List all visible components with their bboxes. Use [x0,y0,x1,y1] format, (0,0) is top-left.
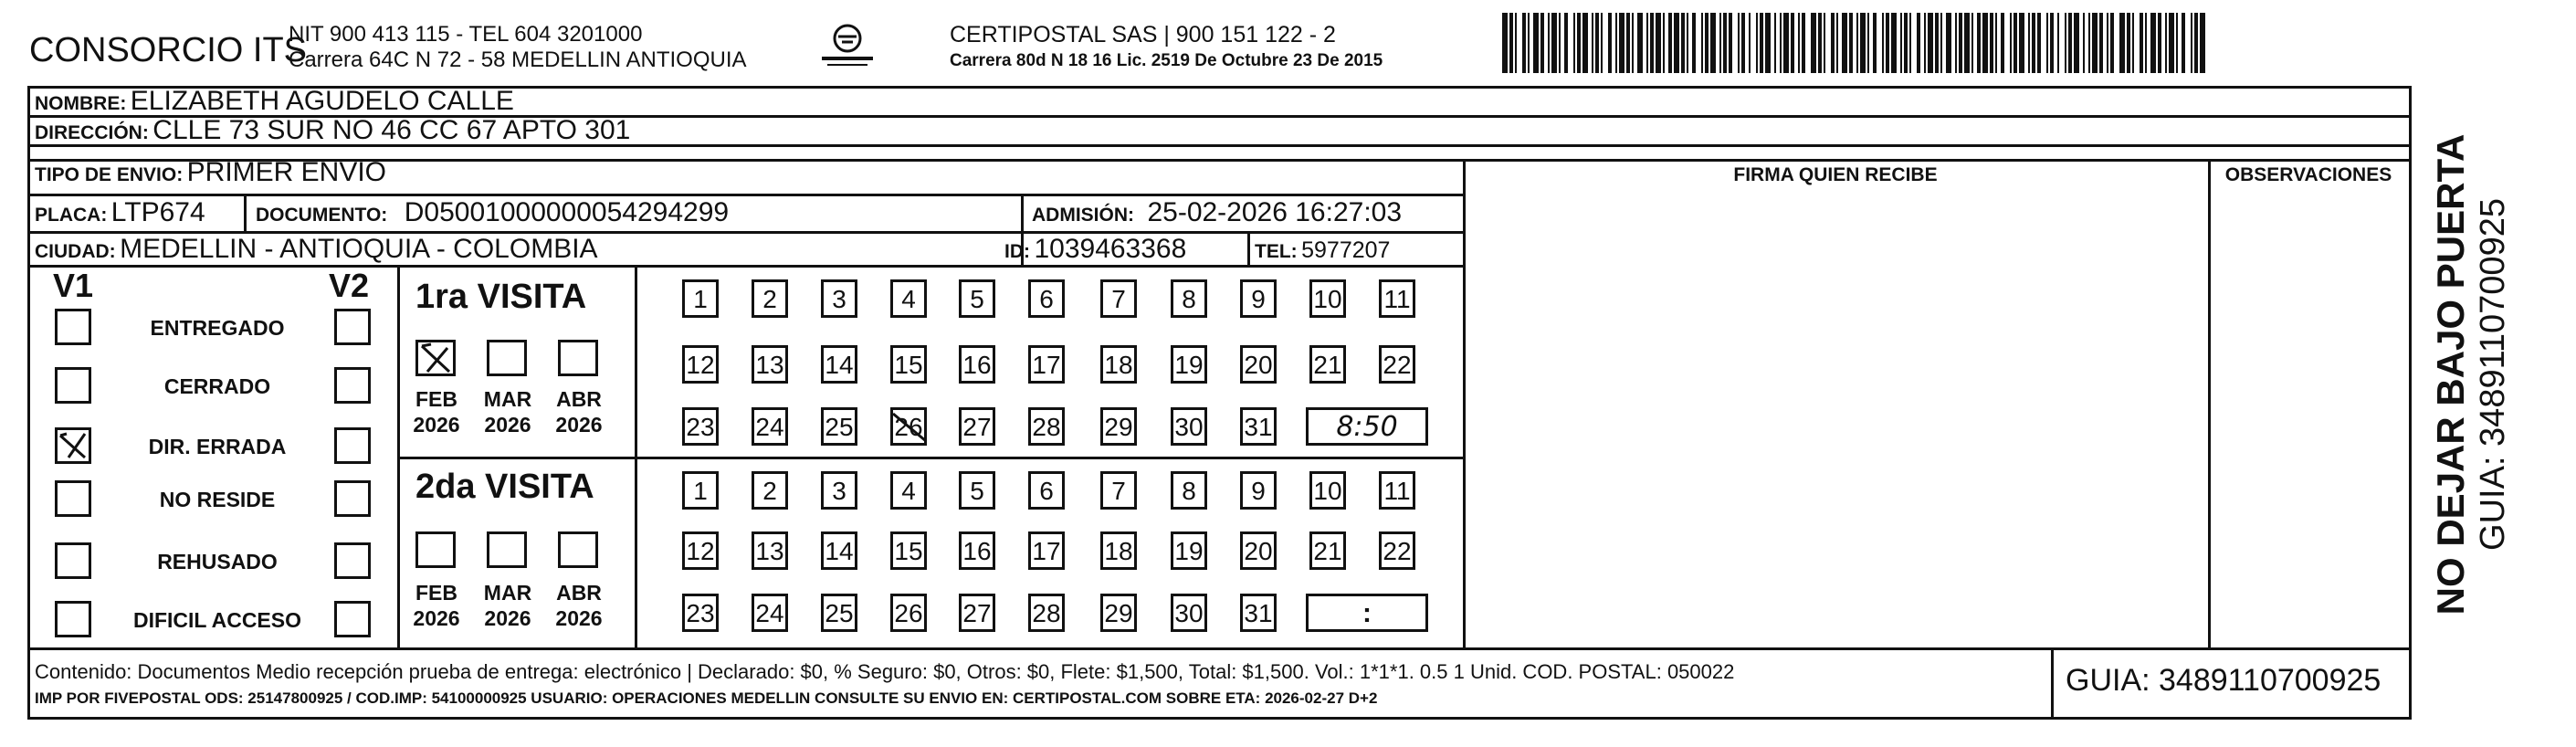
visit2-day-3[interactable]: 3 [821,471,857,510]
visit2-time-box[interactable]: : [1306,594,1428,632]
visit2-month-label: ABR [556,581,602,605]
visit2-day-29[interactable]: 29 [1100,594,1137,632]
visit2-day-16[interactable]: 16 [959,531,995,570]
documento-label: DOCUMENTO: [256,205,388,226]
placa-label: PLACA: [35,205,108,226]
placa-row [35,197,205,228]
visit1-day-15[interactable]: 15 [890,345,927,384]
visit2-month-checkbox-2[interactable] [558,531,598,568]
visit2-day-22[interactable]: 22 [1379,531,1415,570]
visit2-month-year: 2026 [413,606,460,630]
visit2-day-18[interactable]: 18 [1100,531,1137,570]
v1-checkbox-4[interactable] [55,542,91,579]
visit2-title: 2da VISITA [415,468,594,506]
visit1-day-26[interactable]: 26 [890,407,927,446]
visit1-day-9[interactable]: 9 [1240,279,1277,318]
visit1-day-27[interactable]: 27 [959,407,995,446]
visit2-day-23[interactable]: 23 [682,594,719,632]
visit1-day-22[interactable]: 22 [1379,345,1415,384]
visit2-month-label: MAR [483,581,532,605]
tel-label: TEL: [1255,241,1298,262]
visit1-day-29[interactable]: 29 [1100,407,1137,446]
visit1-day-31[interactable]: 31 [1240,407,1277,446]
visit1-month-label: MAR [483,387,532,411]
v2-checkbox-0[interactable] [334,309,371,345]
visit1-day-2[interactable]: 2 [752,279,788,318]
status-label: CERRADO [163,374,271,398]
visit1-day-11[interactable]: 11 [1379,279,1415,318]
visit1-month-year: 2026 [555,413,603,437]
visit2-day-4[interactable]: 4 [890,471,927,510]
nombre-label: NOMBRE: [35,93,127,114]
admision-label: ADMISIÓN: [1032,205,1134,226]
visit1-day-18[interactable]: 18 [1100,345,1137,384]
visit2-day-30[interactable]: 30 [1171,594,1207,632]
ciudad-row [35,234,598,265]
visit1-title: 1ra VISITA [415,278,587,316]
tel-row [1255,237,1390,264]
certipostal-line: CERTIPOSTAL SAS | 900 151 122 - 2 [950,22,1336,47]
tipo-value: PRIMER ENVIO [186,157,387,187]
direccion-label: DIRECCIÓN: [35,122,149,143]
documento-row [256,197,729,228]
footer-contenido: Contenido: Documentos Medio recepción prueba de entrega: electrónico | Declarado: $0, % Seguro: $0, Otros: $0, Flete: $1,500, Total: $1,500. Vol.: 1*1*1. 0.5 1 Unid. COD. POSTAL: 050022 [35,660,1735,683]
visit2-day-27[interactable]: 27 [959,594,995,632]
visit1-day-14[interactable]: 14 [821,345,857,384]
visit1-day-3[interactable]: 3 [821,279,857,318]
side-guia: GUIA: 3489110700925 [2474,198,2512,551]
address-line: Carrera 64C N 72 - 58 MEDELLIN ANTIOQUIA [289,47,747,72]
visit2-day-25[interactable]: 25 [821,594,857,632]
visit1-month-label: FEB [415,387,457,411]
id-label: ID: [1004,241,1030,262]
tel-value: 5977207 [1301,237,1391,263]
direccion-value: CLLE 73 SUR NO 46 CC 67 APTO 301 [152,115,631,145]
visit1-month-year: 2026 [484,413,531,437]
visit1-month-year: 2026 [413,413,460,437]
visit1-day-25[interactable]: 25 [821,407,857,446]
status-label: DIFICIL ACCESO [132,608,301,632]
visit1-day-19[interactable]: 19 [1171,345,1207,384]
visit2-day-1[interactable]: 1 [682,471,719,510]
v2-checkbox-3[interactable] [334,480,371,517]
certipostal-address: Carrera 80d N 18 16 Lic. 2519 De Octubre 23 De 2015 [950,51,1383,70]
visit2-day-7[interactable]: 7 [1100,471,1137,510]
visit2-day-26[interactable]: 26 [890,594,927,632]
firma-label: FIRMA QUIEN RECIBE [1733,164,1938,185]
day-mark-icon [891,408,928,445]
visit2-day-10[interactable]: 10 [1309,471,1346,510]
visit1-day-7[interactable]: 7 [1100,279,1137,318]
status-label: REHUSADO [157,550,278,573]
v2-checkbox-2[interactable] [334,427,371,464]
tipo-row [35,157,386,188]
visit2-day-19[interactable]: 19 [1171,531,1207,570]
visit2-day-2[interactable]: 2 [752,471,788,510]
visit2-day-20[interactable]: 20 [1240,531,1277,570]
nombre-row [35,86,514,117]
documento-value: D05001000000054294299 [404,197,730,227]
v2-checkbox-4[interactable] [334,542,371,579]
visit1-day-24[interactable]: 24 [752,407,788,446]
visit2-day-15[interactable]: 15 [890,531,927,570]
nit-line: NIT 900 413 115 - TEL 604 3201000 [289,22,643,47]
visit1-day-6[interactable]: 6 [1028,279,1065,318]
visit1-day-8[interactable]: 8 [1171,279,1207,318]
visit1-month-checkbox-2[interactable] [558,340,598,376]
footer-impresion: IMP POR FIVEPOSTAL ODS: 25147800925 / COD.IMP: 54100000925 USUARIO: OPERACIONES MEDELLIN CONSULTE SU ENVIO EN: CERTIPOSTAL.COM SOBRE ETA: 2026-02-27 D+2 [35,689,1378,707]
visit1-day-12[interactable]: 12 [682,345,719,384]
visit2-day-13[interactable]: 13 [752,531,788,570]
visit2-day-17[interactable]: 17 [1028,531,1065,570]
id-row [1004,234,1186,265]
visit1-day-23[interactable]: 23 [682,407,719,446]
v1-label: V1 [53,267,94,304]
v1-checkbox-1[interactable] [55,367,91,404]
v2-checkbox-5[interactable] [334,601,371,637]
checkmark-icon [418,342,453,374]
visit1-day-30[interactable]: 30 [1171,407,1207,446]
visit2-day-21[interactable]: 21 [1309,531,1346,570]
certipostal-logo-icon [818,20,877,71]
visit2-day-8[interactable]: 8 [1171,471,1207,510]
visit1-month-checkbox-1[interactable] [487,340,527,376]
placa-value: LTP674 [110,197,205,227]
admision-row [1032,197,1402,228]
visit2-month-year: 2026 [484,606,531,630]
company-name: CONSORCIO ITS [29,31,308,69]
v2-checkbox-1[interactable] [334,367,371,404]
status-label: DIR. ERRADA [148,435,287,458]
visit1-time-box[interactable]: 8:50 [1306,407,1428,446]
side-no-dejar: NO DEJAR BAJO PUERTA [2429,133,2472,615]
visit2-month-checkbox-0[interactable] [415,531,456,568]
visit1-day-21[interactable]: 21 [1309,345,1346,384]
nombre-value: ELIZABETH AGUDELO CALLE [130,86,514,116]
v1-checkbox-5[interactable] [55,601,91,637]
visit2-day-12[interactable]: 12 [682,531,719,570]
v1-checkbox-2[interactable] [55,427,91,464]
barcode [1502,13,2205,73]
visit1-month-checkbox-0[interactable] [415,340,456,376]
v1-checkbox-0[interactable] [55,309,91,345]
visit2-day-11[interactable]: 11 [1379,471,1415,510]
visit2-day-5[interactable]: 5 [959,471,995,510]
visit1-day-5[interactable]: 5 [959,279,995,318]
tipo-label: TIPO DE ENVIO: [35,164,184,185]
visit1-day-28[interactable]: 28 [1028,407,1065,446]
footer-guia: GUIA: 3489110700925 [2066,663,2381,698]
visit2-day-14[interactable]: 14 [821,531,857,570]
observaciones-label: OBSERVACIONES [2224,164,2392,185]
checkmark-icon [58,430,89,461]
visit1-day-16[interactable]: 16 [959,345,995,384]
visit1-day-10[interactable]: 10 [1309,279,1346,318]
visit1-day-17[interactable]: 17 [1028,345,1065,384]
direccion-row [35,115,630,146]
visit2-month-year: 2026 [555,606,603,630]
ciudad-label: CIUDAD: [35,241,116,262]
ciudad-value: MEDELLIN - ANTIOQUIA - COLOMBIA [120,234,598,264]
visit2-day-28[interactable]: 28 [1028,594,1065,632]
visit1-day-13[interactable]: 13 [752,345,788,384]
visit1-day-1[interactable]: 1 [682,279,719,318]
status-label: ENTREGADO [150,316,285,340]
status-label: NO RESIDE [159,488,276,511]
visit2-month-label: FEB [415,581,457,605]
admision-value: 25-02-2026 16:27:03 [1147,197,1403,227]
v2-label: V2 [329,267,370,304]
id-value: 1039463368 [1034,234,1187,264]
visit1-day-20[interactable]: 20 [1240,345,1277,384]
visit1-day-4[interactable]: 4 [890,279,927,318]
visit2-day-24[interactable]: 24 [752,594,788,632]
visit2-day-9[interactable]: 9 [1240,471,1277,510]
visit2-day-31[interactable]: 31 [1240,594,1277,632]
v1-checkbox-3[interactable] [55,480,91,517]
visit2-month-checkbox-1[interactable] [487,531,527,568]
visit1-month-label: ABR [556,387,602,411]
visit2-day-6[interactable]: 6 [1028,471,1065,510]
